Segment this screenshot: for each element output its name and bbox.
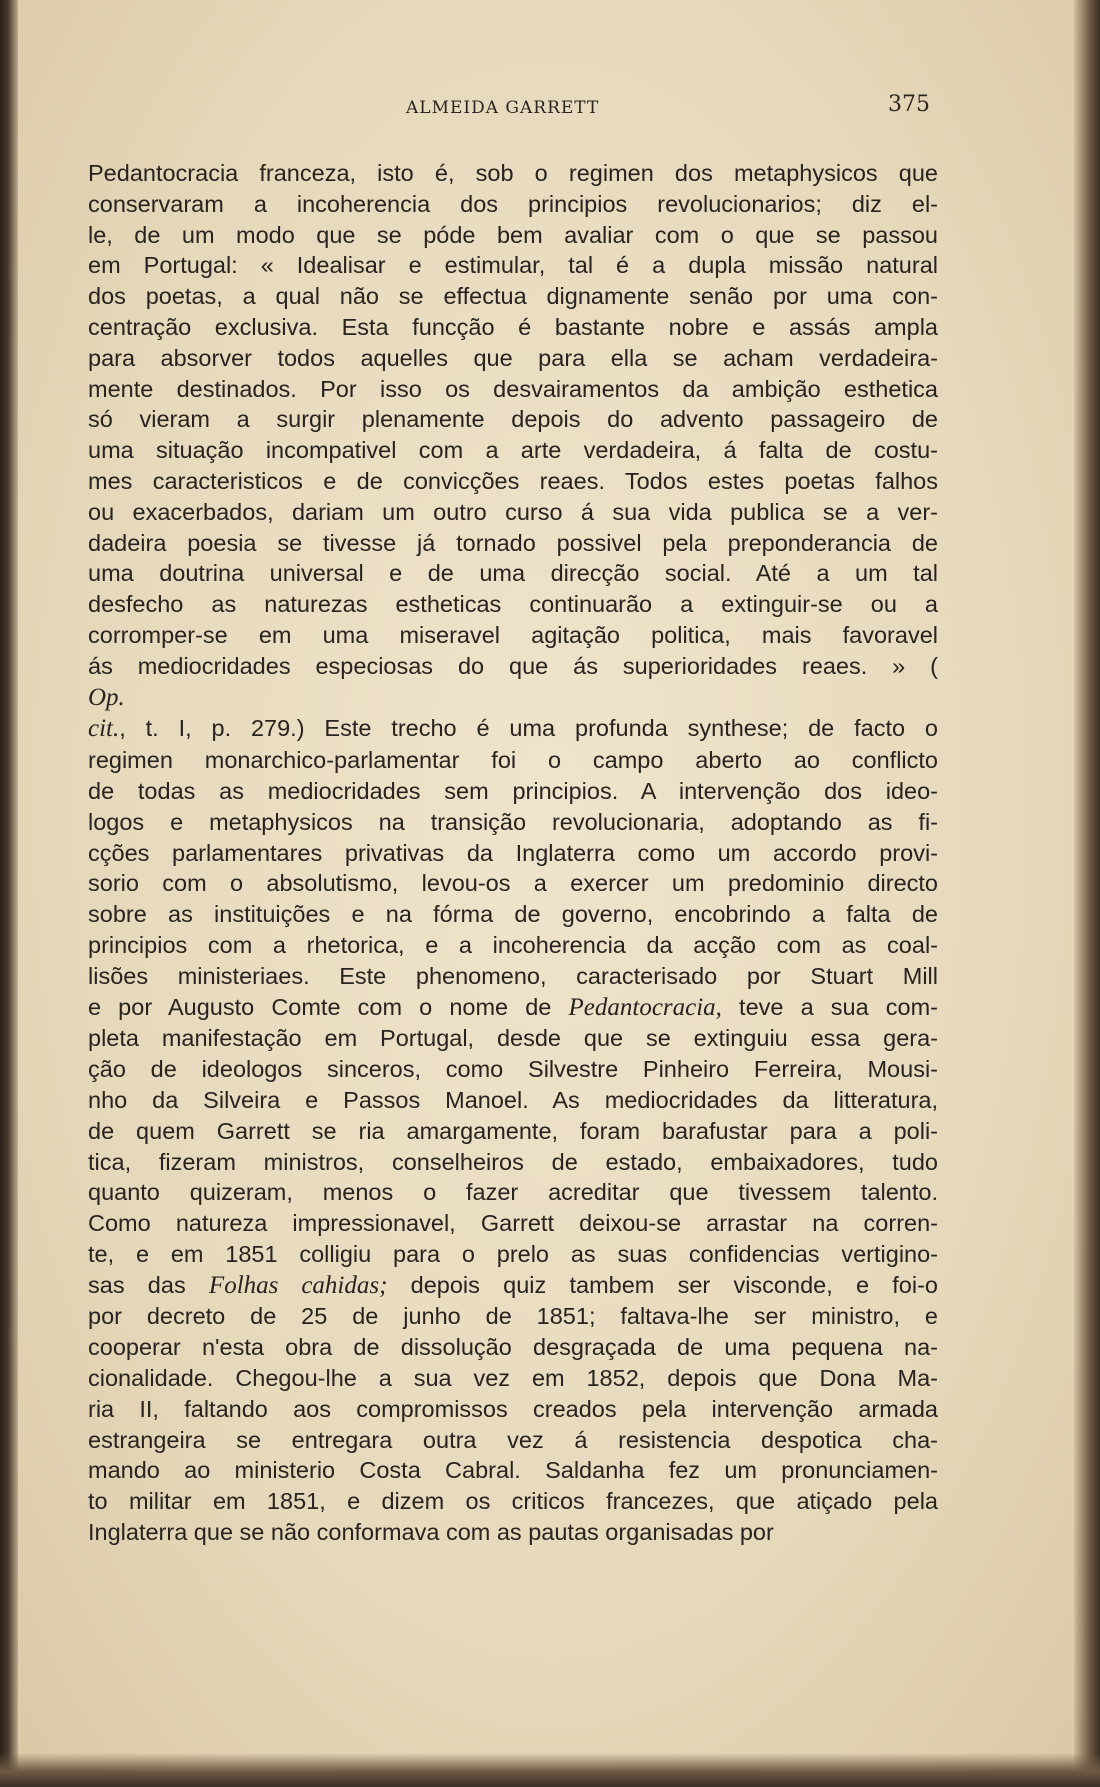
text-line: centração exclusiva. Esta funcção é bastante nobre e assás ampla (88, 313, 938, 340)
text-line: Como natureza impressionavel, Garrett deixou-se arrastar na corren- (88, 1210, 938, 1237)
text-line: de quem Garrett se ria amargamente, foram barafustar para a poli- (88, 1117, 938, 1144)
text-line: por decreto de 25 de junho de 1851; faltava-lhe ser ministro, e (88, 1303, 938, 1330)
text-line: cionalidade. Chegou-lhe a sua vez em 1852, depois que Dona Ma- (88, 1365, 938, 1392)
text-line: pleta manifestação em Portugal, desde que se extinguiu essa gera- (88, 1025, 938, 1052)
text-line: em Portugal: « Idealisar e estimular, tal é a dupla missão natural (88, 252, 938, 279)
text-line: mente destinados. Por isso os desvairamentos da ambição esthetica (88, 375, 938, 402)
text-line: Pedantocracia franceza, isto é, sob o regimen dos metaphysicos que (88, 160, 938, 186)
text-line: ou exacerbados, dariam um outro curso á sua vida publica se a ver- (88, 498, 938, 525)
text-line: lisões ministeriaes. Este phenomeno, caracterisado por Stuart Mill (88, 962, 938, 989)
text-line: mando ao ministerio Costa Cabral. Saldanha fez um pronunciamen- (88, 1457, 938, 1484)
text-line: Inglaterra que se não conformava com as pautas organisadas por (88, 1519, 774, 1546)
text-line: estrangeira se entregara outra vez á resistencia despotica cha- (88, 1426, 938, 1453)
text-line: só vieram a surgir plenamente depois do advento passageiro de (88, 406, 938, 433)
text-line (88, 992, 938, 1024)
page-header (90, 92, 930, 128)
text-line: ção de ideologos sinceros, como Silvestre Pinheiro Ferreira, Mousi- (88, 1056, 938, 1083)
text-line: cooperar n'esta obra de dissolução desgraçada de uma pequena na- (88, 1334, 938, 1361)
italic-citation: cit. (88, 715, 120, 743)
text-line: regimen monarchico-parlamentar foi o campo aberto ao conflicto (88, 747, 938, 774)
text-line (88, 1270, 938, 1302)
text-line: logos e metaphysicos na transição revolucionaria, adoptando as fi- (88, 808, 938, 835)
page-edge-shadow-left (0, 0, 18, 1787)
text-line: desfecho as naturezas estheticas continuarão a extinguir-se ou a (88, 591, 938, 618)
running-head: ALMEIDA GARRETT (406, 98, 600, 118)
italic-title: Folhas cahidas; (208, 1271, 388, 1299)
text-line: cções parlamentares privativas da Inglaterra como um accordo provi- (88, 839, 938, 866)
page-edge-shadow-right (1074, 0, 1100, 1787)
text-line: uma situação incompativel com a arte verdadeira, á falta de costu- (88, 437, 938, 464)
text-line: to militar em 1851, e dizem os criticos francezes, que atiçado pela (88, 1488, 938, 1515)
italic-citation: Op. (88, 683, 125, 711)
text-segment: teve a sua com- (721, 993, 938, 1020)
text-line: ria II, faltando aos compromissos creados pela intervenção armada (88, 1395, 938, 1422)
text-line: dos poetas, a qual não se effectua dignamente senão por uma con- (88, 283, 938, 310)
text-line: quanto quizeram, menos o fazer acreditar que tivessem talento. (88, 1179, 938, 1206)
italic-term: Pedantocracia, (568, 993, 722, 1021)
page-edge-shadow-bottom (0, 1753, 1100, 1787)
text-line: para absorver todos aquelles que para ella se acham verdadeira- (88, 344, 938, 371)
text-line (88, 713, 938, 745)
text-line: de todas as mediocridades sem principios. A intervenção dos ideo- (88, 777, 938, 804)
text-line: dadeira poesia se tivesse já tornado possivel pela preponderancia de (88, 529, 938, 556)
page-number: 375 (888, 92, 930, 117)
text-line: ás mediocridades especiosas do que ás superioridades reaes. » ( (88, 652, 938, 679)
text-line: te, e em 1851 colligiu para o prelo as suas confidencias vertigino- (88, 1240, 938, 1267)
text-line: conservaram a incoherencia dos principios revolucionarios; diz el- (88, 190, 938, 217)
text-segment: e por Augusto Comte com o nome de (88, 993, 569, 1020)
text-line: sobre as instituições e na fórma de governo, encobrindo a falta de (88, 901, 938, 928)
text-line: mes caracteristicos e de convicções reaes. Todos estes poetas falhos (88, 467, 938, 494)
text-segment: , t. I, p. 279.) Este trecho é uma profunda synthese; de facto o (119, 715, 938, 742)
text-line: nho da Silveira e Passos Manoel. As mediocridades da litteratura, (88, 1086, 938, 1113)
text-line: tica, fizeram ministros, conselheiros de estado, embaixadores, tudo (88, 1148, 938, 1175)
body-text (88, 158, 938, 1548)
text-line (88, 682, 938, 714)
text-segment: sas das (88, 1271, 209, 1298)
text-line: principios com a rhetorica, e a incoherencia da acção com as coal- (88, 931, 938, 958)
text-line: corromper-se em uma miseravel agitação politica, mais favoravel (88, 621, 938, 648)
text-line: sorio com o absolutismo, levou-os a exercer um predominio directo (88, 870, 938, 897)
text-line: le, de um modo que se póde bem avaliar com o que se passou (88, 221, 938, 248)
text-line: uma doutrina universal e de uma direcção social. Até a um tal (88, 560, 938, 587)
text-segment: depois quiz tambem ser visconde, e foi-o (387, 1271, 938, 1298)
